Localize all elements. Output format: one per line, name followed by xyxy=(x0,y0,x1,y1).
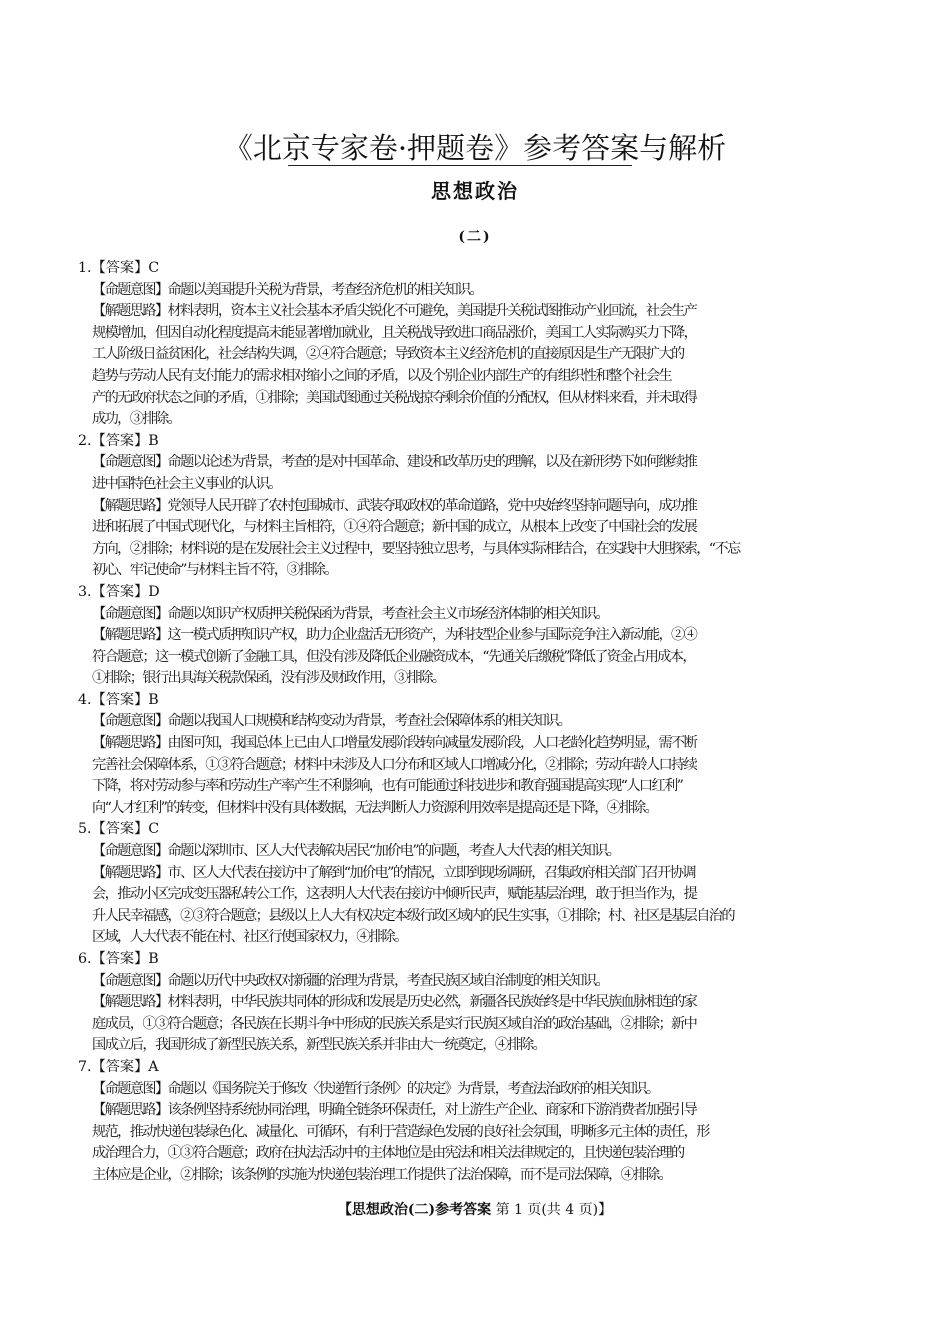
analysis-line: 升人民幸福感，②③符合题意；县级以上人大有权决定本级行政区域内的民生实事，①排除；村、社区是基层自治的 xyxy=(92,907,734,924)
analysis-line: 方向，②排除；材料说的是在发展社会主义过程中，要坚持独立思考，与具体实际相结合，在实践中大胆探索，“不忘 xyxy=(92,540,740,557)
answer-line: 6.【答案】B xyxy=(78,951,159,967)
analysis-line: 成治理合力，①③符合题意；政府在执法活动中的主体地位是由宪法和相关法律规定的，且快递包装治理的 xyxy=(92,1145,684,1162)
question-block xyxy=(78,819,874,949)
question-block xyxy=(78,1057,874,1187)
analysis-line: 区域，人大代表不能在村、社区行使国家权力，④排除。 xyxy=(92,929,407,946)
intent-line: 【命题意图】命题以知识产权质押关税保函为背景，考查社会主义市场经济体制的相关知识。 xyxy=(92,605,609,622)
analysis-line: 成功，③排除。 xyxy=(92,411,181,428)
analysis-line: 【解题思路】材料表明，中华民族共同体的形成和发展是历史必然，新疆各民族始终是中华民族血脉相连的家 xyxy=(92,994,697,1011)
subject-title: 思想政治 xyxy=(431,179,519,203)
intent-line: 进中国特色社会主义事业的认识。 xyxy=(92,475,281,492)
answer-line: 7.【答案】A xyxy=(78,1058,159,1075)
analysis-line: ①排除；银行出具海关税款保函，没有涉及财政作用，③排除。 xyxy=(92,670,445,687)
analysis-line: 趋势与劳动人民有支付能力的需求相对缩小之间的矛盾，以及个别企业内部生产的有组织性和整个社会生 xyxy=(92,367,672,384)
intent-line: 【命题意图】命题以历代中央政权对新疆的治理为背景，考查民族区域自治制度的相关知识。 xyxy=(92,972,609,989)
analysis-line: 进和拓展了中国式现代化，与材料主旨相符，①④符合题意；新中国的成立，从根本上改变了中国社会的发展 xyxy=(92,519,697,536)
intent-line: 【命题意图】命题以我国人口规模和结构变动为背景，考查社会保障体系的相关知识。 xyxy=(92,713,571,730)
document-title: 《北京专家卷·押题卷》参考答案与解析 xyxy=(223,131,727,165)
analysis-line: 向“人才红利”的转变，但材料中没有具体数据，无法判断人力资源利用效率是提高还是下降，④排除。 xyxy=(92,799,658,816)
analysis-line: 工人阶级日益贫困化，社会结构失调，②④符合题意；导致资本主义经济危机的直接原因是生产无限扩大的 xyxy=(92,346,684,363)
question-block xyxy=(78,431,874,582)
analysis-line: 【解题思路】这一模式质押知识产权，助力企业盘活无形资产，为科技型企业参与国际竞争注入新动能，②④ xyxy=(92,627,697,644)
intent-line: 【命题意图】命题以美国提升关税为背景，考查经济危机的相关知识。 xyxy=(92,281,483,298)
paper-number: (二) xyxy=(458,229,492,245)
analysis-line: 初心、牢记使命”与材料主旨不符，③排除。 xyxy=(92,562,337,579)
answer-body xyxy=(78,258,874,1187)
footer-label: 【思想政治(二)参考答案 xyxy=(337,1202,492,1218)
analysis-line: 主体应是企业，②排除；该条例的实施为快递包装治理工作提供了法治保障，而不是司法保障，④排除。 xyxy=(92,1166,672,1183)
analysis-line: 【解题思路】由图可知，我国总体上已由人口增量发展阶段转向减量发展阶段，人口老龄化趋势明显，需不断 xyxy=(92,735,697,752)
analysis-line: 规模增加，但因自动化程度提高未能显著增加就业，且关税战导致进口商品涨价，美国工人实际购买力下降， xyxy=(92,324,697,341)
answer-line: 4.【答案】B xyxy=(78,691,159,708)
page-footer xyxy=(0,1199,950,1219)
analysis-line: 庭成员，①③符合题意；各民族在长期斗争中形成的民族关系是实行民族区域自治的政治基础，②排除；新中 xyxy=(92,1015,697,1032)
analysis-line: 会，推动小区完成变压器私转公工作，这表明人大代表在接访中倾听民声，赋能基层治理，敢于担当作为，提 xyxy=(92,886,697,903)
title-underline xyxy=(288,165,632,166)
question-block xyxy=(78,582,874,690)
answer-line: 5.【答案】C xyxy=(78,821,160,838)
footer-page: 第 1 页(共 4 页)】 xyxy=(495,1202,613,1218)
analysis-line: 【解题思路】材料表明，资本主义社会基本矛盾尖锐化不可避免，美国提升关税试图推动产业回流，社会生产 xyxy=(92,303,697,320)
analysis-line: 下降，将对劳动参与率和劳动生产率产生不利影响，也有可能通过科技进步和教育强国提高实现“人口红利” xyxy=(92,778,683,795)
intent-line: 【命题意图】命题以深圳市、区人大代表解决居民“加价电”的问题，考查人大代表的相关知识。 xyxy=(92,843,620,860)
intent-line: 【命题意图】命题以论述为背景，考查的是对中国革命、建设和改革历史的理解，以及在新形势下如何继续推 xyxy=(92,454,697,471)
answer-line: 2.【答案】B xyxy=(78,432,159,449)
analysis-line: 【解题思路】市、区人大代表在接访中了解到“加价电”的情况，立即到现场调研，召集政府相关部门召开协调 xyxy=(92,864,695,881)
analysis-line: 【解题思路】党领导人民开辟了农村包围城市、武装夺取政权的革命道路，党中央始终坚持问题导向，成功推 xyxy=(92,497,697,514)
analysis-line: 规范，推动快递包装绿色化、减量化、可循环，有利于营造绿色发展的良好社会氛围，明晰多元主体的责任，形 xyxy=(92,1123,709,1140)
analysis-line: 国成立后，我国形成了新型民族关系，新型民族关系并非由大一统奠定，④排除。 xyxy=(92,1037,546,1054)
answer-line: 1.【答案】C xyxy=(78,260,160,276)
intent-line: 【命题意图】命题以《国务院关于修改〈快递暂行条例〉的决定》为背景，考查法治政府的相关知识。 xyxy=(92,1080,659,1097)
question-block xyxy=(78,949,874,1057)
analysis-line: 完善社会保障体系，①③符合题意；材料中未涉及人口分布和区域人口增减分化，②排除；劳动年龄人口持续 xyxy=(92,756,697,773)
analysis-line: 符合题意；这一模式创新了金融工具，但没有涉及降低企业融资成本，“先通关后缴税”降低了资金占用成本， xyxy=(92,648,695,665)
question-block xyxy=(78,258,874,431)
answer-line: 3.【答案】D xyxy=(78,583,160,600)
question-block xyxy=(78,690,874,820)
analysis-line: 产的无政府状态之间的矛盾，①排除；美国试图通过关税战掠夺剩余价值的分配权，但从材料来看，并未取得 xyxy=(92,389,697,406)
analysis-line: 【解题思路】该条例坚持系统协同治理，明确全链条环保责任，对上游生产企业、商家和下游消费者加强引导 xyxy=(92,1102,697,1119)
